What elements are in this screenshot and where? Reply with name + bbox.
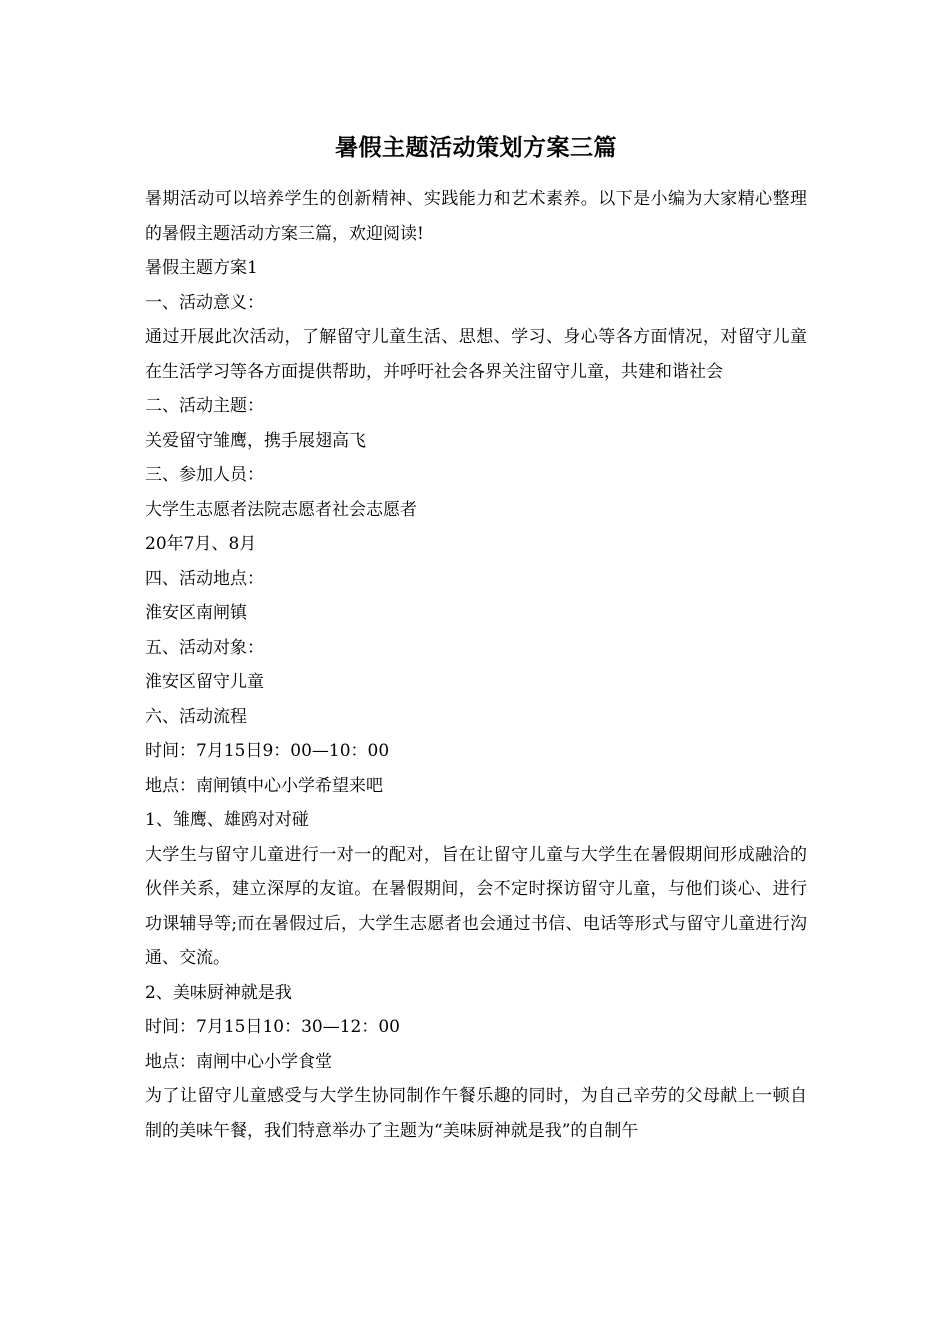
body-line: 20年7月、8月: [145, 534, 257, 554]
body-paragraph: 大学生与留守儿童进行一对一的配对，旨在让留守儿童与大学生在暑假期间形成融洽的伙伴关系，建立深厚的友谊。在暑假期间，会不定时探访留守儿童，与他们谈心、进行功课辅导等;而在暑假过后，大学生志愿者也会通过书信、电话等形式与留守儿童进行沟通、交流。: [145, 844, 807, 968]
body-line: 淮安区留守儿童: [145, 672, 264, 692]
body-line: 淮安区南闸镇: [145, 603, 247, 623]
item-heading: 2、美味厨神就是我: [145, 982, 292, 1003]
item-heading: 三、参加人员：: [145, 465, 264, 485]
body-line: 关爱留守雏鹰，携手展翅高飞: [145, 430, 366, 451]
body-line: 地点：南闸中心小学食堂: [145, 1051, 332, 1072]
body-line: 时间：7月15日10：30—12：00: [145, 1017, 400, 1037]
item-heading: 六、活动流程: [145, 706, 247, 727]
item-heading: 一、活动意义：: [145, 292, 264, 313]
body-line: 大学生志愿者法院志愿者社会志愿者: [145, 499, 417, 520]
body-line: 地点：南闸镇中心小学希望来吧: [145, 775, 383, 796]
body-line: 时间：7月15日9：00—10：00: [145, 741, 390, 761]
document-body: [145, 182, 807, 1148]
item-heading: 五、活动对象：: [145, 637, 264, 658]
body-paragraph: 通过开展此次活动，了解留守儿童生活、思想、学习、身心等各方面情况，对留守儿童在生活学习等各方面提供帮助，并呼吁社会各界关注留守儿童，共建和谐社会: [145, 327, 807, 382]
item-heading: 1、雏鹰、雄鸥对对碰: [145, 810, 309, 830]
intro-paragraph: 暑期活动可以培养学生的创新精神、实践能力和艺术素养。以下是小编为大家精心整理的暑假主题活动方案三篇，欢迎阅读!: [145, 189, 807, 244]
item-heading: 四、活动地点：: [145, 568, 264, 589]
document-title: 暑假主题活动策划方案三篇: [335, 134, 617, 161]
section-heading: 暑假主题方案1: [145, 258, 258, 278]
body-paragraph: 为了让留守儿童感受与大学生协同制作午餐乐趣的同时，为自己辛劳的父母献上一顿自制的美味午餐，我们特意举办了主题为“美味厨神就是我”的自制午: [145, 1086, 807, 1141]
item-heading: 二、活动主题：: [145, 396, 264, 416]
